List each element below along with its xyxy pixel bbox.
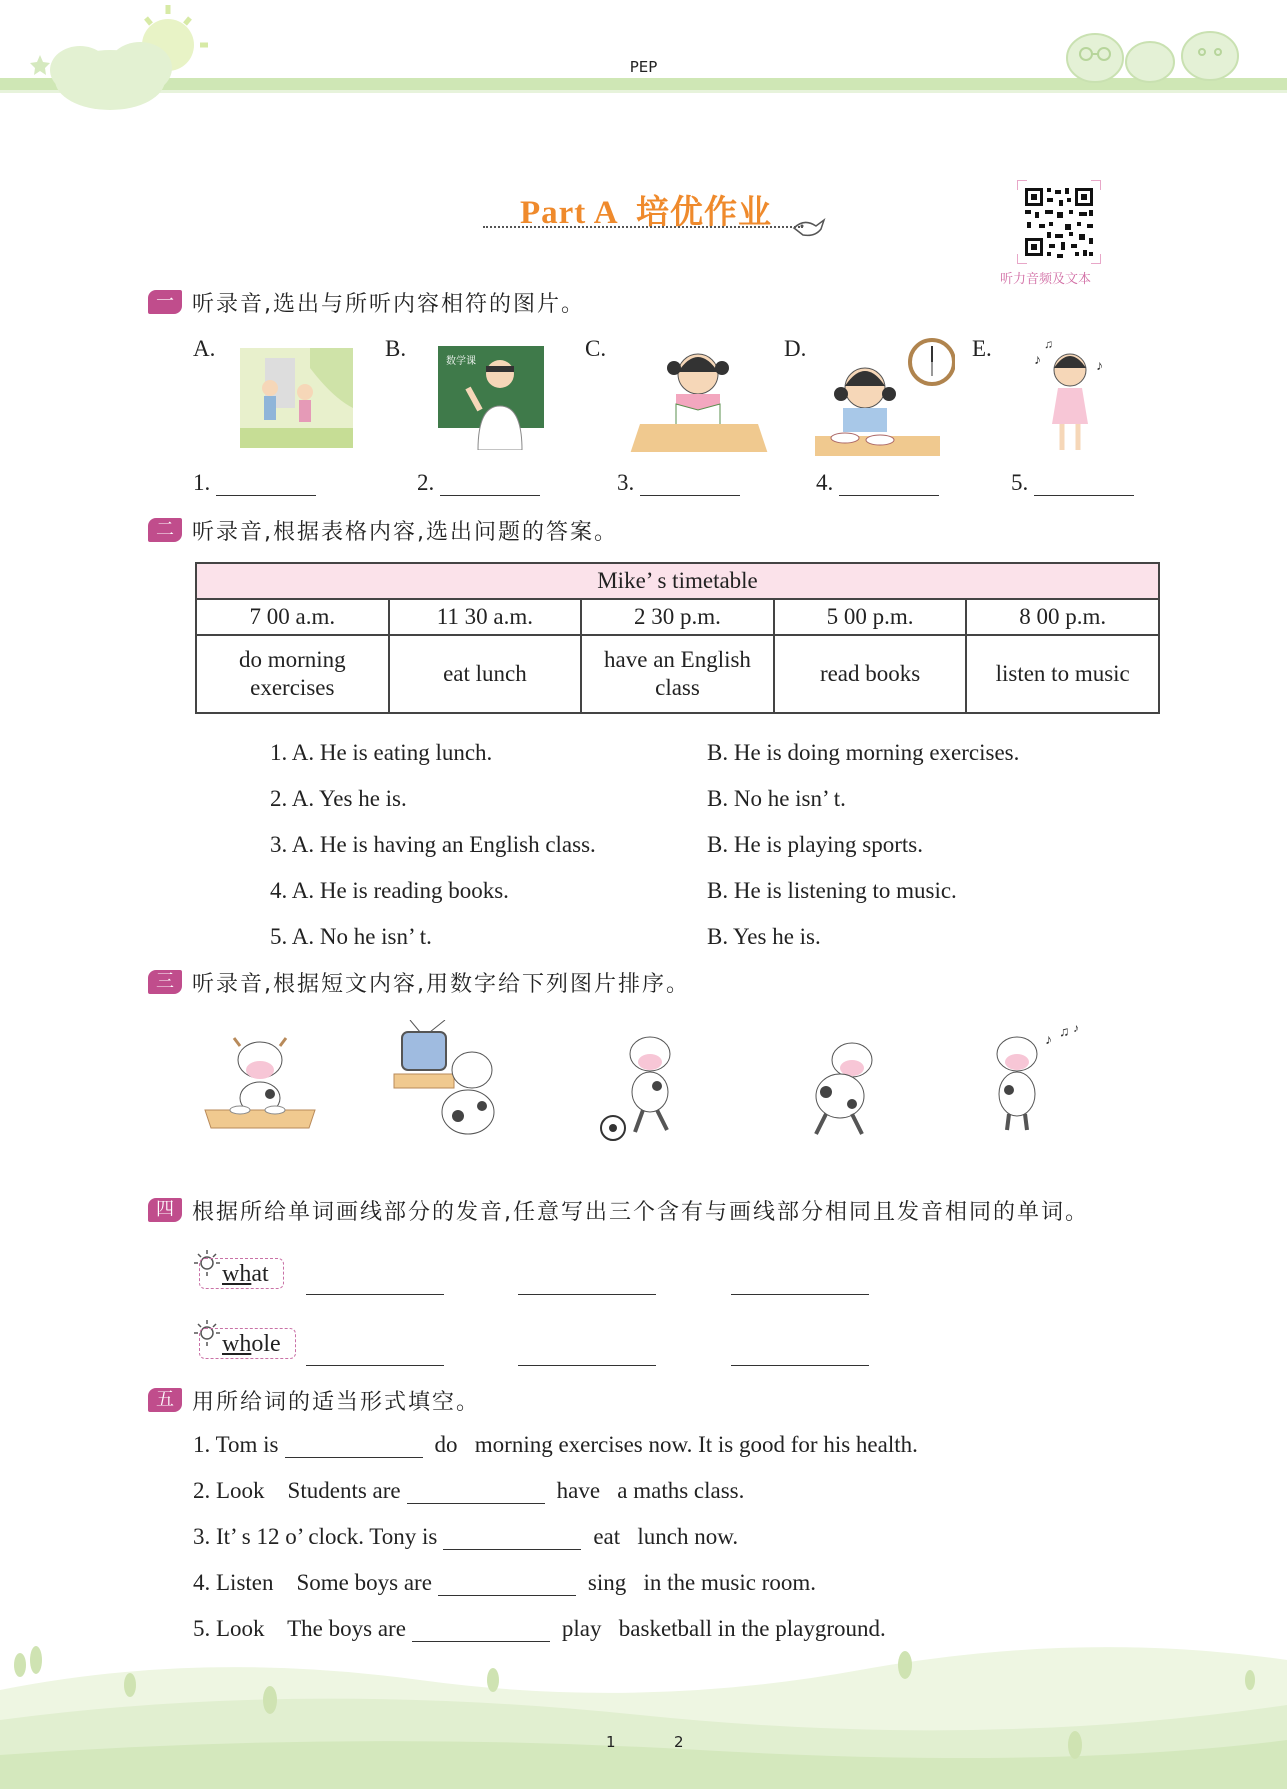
activity-cell: do morning exercises xyxy=(196,635,389,713)
section1-header xyxy=(148,288,585,316)
answer-blank-5[interactable]: 5. xyxy=(1011,470,1134,496)
section5-header xyxy=(148,1386,480,1414)
board-text: 数学课 xyxy=(446,356,476,367)
answer-line-what-2[interactable] xyxy=(518,1292,656,1295)
given-word-1: do xyxy=(434,1432,458,1457)
svg-text:♪: ♪ xyxy=(1034,353,1041,368)
section2-instruction: 听录音,根据表格内容,选出问题的答案。 xyxy=(192,519,618,545)
given-word-2: have xyxy=(556,1478,601,1503)
option-a-label: A. xyxy=(193,336,216,361)
title-text: 培优作业 xyxy=(635,195,772,231)
section2-badge: 二 xyxy=(148,518,182,542)
given-word-5: play xyxy=(561,1616,602,1641)
picture-c-girl-reading xyxy=(630,342,768,452)
question-5-option-b[interactable]: B. Yes he is. xyxy=(707,924,821,949)
question-5-option-a[interactable]: 5. A. No he isn’ t. xyxy=(270,924,432,949)
question-1-option-b[interactable]: B. He is doing morning exercises. xyxy=(707,740,1020,765)
time-cell: 5 00 p.m. xyxy=(774,599,967,635)
fill-item-1: 1. Tom is do morning exercises now. It is good for his health. xyxy=(193,1432,918,1457)
word-whole-rest: ole xyxy=(251,1331,281,1357)
question-3-option-a[interactable]: 3. A. He is having an English class. xyxy=(270,832,596,857)
option-c-label: C. xyxy=(585,336,607,361)
question-2-option-b[interactable]: B. No he isn’ t. xyxy=(707,786,846,811)
fill-item-4: 4. Listen Some boys are sing in the music room. xyxy=(193,1570,816,1595)
svg-text:♪: ♪ xyxy=(1073,1021,1079,1035)
svg-text:♪: ♪ xyxy=(1045,1033,1052,1048)
section3-header xyxy=(148,968,690,996)
time-cell: 11 30 a.m. xyxy=(389,599,582,635)
answer-line-whole-1[interactable] xyxy=(306,1363,444,1366)
activity-cell: listen to music xyxy=(966,635,1159,713)
timetable xyxy=(195,562,1160,714)
fill-blank-2[interactable] xyxy=(407,1485,545,1504)
fill-item-3: 3. It’ s 12 o’ clock. Tony is eat lunch now. xyxy=(193,1524,739,1549)
question-1-option-a[interactable]: 1. A. He is eating lunch. xyxy=(270,740,493,765)
answer-blank-3[interactable]: 3. xyxy=(617,470,740,496)
section1-instruction: 听录音,选出与所听内容相符的图片。 xyxy=(192,291,585,317)
time-cell: 2 30 p.m. xyxy=(581,599,774,635)
picture-d-girl-eating-clock xyxy=(815,336,955,456)
fill-item-2: 2. Look Students are have a maths class. xyxy=(193,1478,745,1503)
picture-b-teacher-blackboard xyxy=(438,346,544,450)
section3-badge: 三 xyxy=(148,970,182,994)
bird-icon xyxy=(790,214,830,238)
picture-e-girl-listening-music xyxy=(1030,340,1112,458)
answer-line-whole-3[interactable] xyxy=(731,1363,869,1366)
section4-instruction: 根据所给单词画线部分的发音,任意写出三个含有与画线部分相同且发音相同的单词。 xyxy=(192,1199,1089,1225)
cow-eating-picture xyxy=(200,1030,320,1140)
svg-text:♫: ♫ xyxy=(1059,1025,1070,1040)
given-word-4: sing xyxy=(587,1570,627,1595)
fill-blank-4[interactable] xyxy=(438,1577,576,1596)
cow-singing-picture xyxy=(985,1020,1095,1135)
time-cell: 8 00 p.m. xyxy=(966,599,1159,635)
fill-blank-3[interactable] xyxy=(443,1531,581,1550)
section4-badge: 四 xyxy=(148,1198,182,1222)
section1-badge: 一 xyxy=(148,290,182,314)
answer-blank-1[interactable]: 1. xyxy=(193,470,316,496)
option-e-label: E. xyxy=(972,336,992,361)
section3-instruction: 听录音,根据短文内容,用数字给下列图片排序。 xyxy=(192,971,690,997)
word-whole xyxy=(199,1328,296,1359)
section4-header xyxy=(148,1196,1089,1224)
activity-cell: have an English class xyxy=(581,635,774,713)
given-word-3: eat xyxy=(593,1524,621,1549)
title-underline xyxy=(483,226,803,228)
hills-decoration xyxy=(0,1620,1287,1789)
fill-item-5: 5. Look The boys are play basketball in the playground. xyxy=(193,1616,886,1641)
picture-a-kids-outdoors xyxy=(240,348,353,448)
answer-blank-2[interactable]: 2. xyxy=(417,470,540,496)
word-whole-underlined: wh xyxy=(222,1331,252,1357)
question-2-option-a[interactable]: 2. A. Yes he is. xyxy=(270,786,407,811)
word-what-underlined: wh xyxy=(222,1261,252,1287)
question-4-option-b[interactable]: B. He is listening to music. xyxy=(707,878,957,903)
timetable-title: Mike’ s timetable xyxy=(196,563,1159,599)
section5-instruction: 用所给词的适当形式填空。 xyxy=(192,1389,481,1415)
part-label: Part A xyxy=(520,195,617,231)
word-what-rest: at xyxy=(251,1261,269,1287)
question-3-option-b[interactable]: B. He is playing sports. xyxy=(707,832,923,857)
section5-badge: 五 xyxy=(148,1388,182,1412)
activity-cell: read books xyxy=(774,635,967,713)
svg-text:♪: ♪ xyxy=(1096,359,1103,374)
word-what xyxy=(199,1258,284,1289)
section2-header xyxy=(148,516,618,544)
answer-blank-4[interactable]: 4. xyxy=(816,470,939,496)
page-number-right: 2 xyxy=(674,1733,684,1751)
answer-line-what-3[interactable] xyxy=(731,1292,869,1295)
activity-cell: eat lunch xyxy=(389,635,582,713)
qr-caption: 听力音频及文本 xyxy=(1000,272,1092,287)
qr-code[interactable] xyxy=(1017,180,1101,264)
answer-line-whole-2[interactable] xyxy=(518,1363,656,1366)
page-number-left: 1 xyxy=(606,1733,616,1751)
fill-blank-1[interactable] xyxy=(285,1439,423,1458)
cow-playing-football-picture xyxy=(595,1028,695,1144)
cow-watching-tv-picture xyxy=(390,1020,510,1142)
time-cell: 7 00 a.m. xyxy=(196,599,389,635)
question-4-option-a[interactable]: 4. A. He is reading books. xyxy=(270,878,509,903)
svg-text:♫: ♫ xyxy=(1044,340,1053,351)
series-label: PEP xyxy=(629,58,658,76)
option-d-label: D. xyxy=(784,336,807,361)
cow-exercising-picture xyxy=(790,1030,900,1138)
answer-line-what-1[interactable] xyxy=(306,1292,444,1295)
option-b-label: B. xyxy=(385,336,407,361)
